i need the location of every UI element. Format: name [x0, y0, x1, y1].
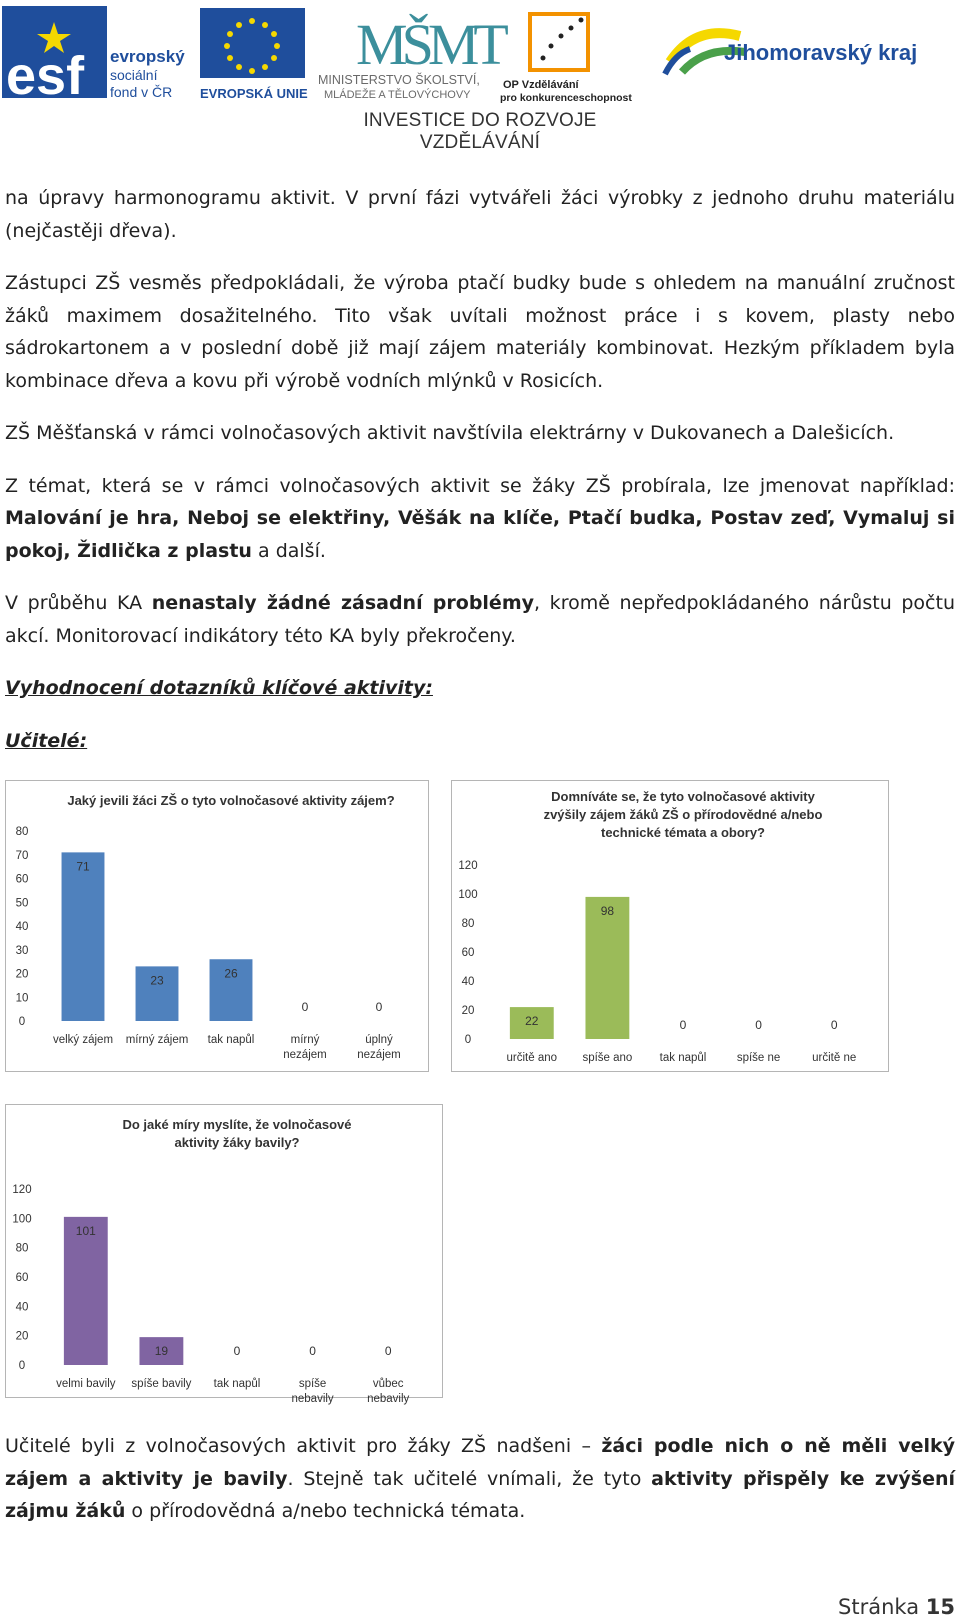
y-tick-label: 0	[464, 1034, 472, 1046]
svg-text:OP Vzdělávání: OP Vzdělávání	[503, 79, 579, 91]
category-label: mírný zájem	[125, 1034, 189, 1046]
header-logos	[0, 0, 960, 153]
chart-title: Domníváte se, že tyto volnočasové aktivity	[551, 789, 815, 804]
svg-text:pro konkurenceschopnost: pro konkurenceschopnost	[500, 92, 632, 104]
category-label: spíše	[298, 1378, 327, 1390]
y-tick-label: 60	[15, 1272, 29, 1284]
chart-increased-interest	[451, 780, 889, 1072]
data-label: 0	[830, 1018, 838, 1032]
y-tick-label: 80	[15, 1242, 29, 1255]
data-label: 101	[75, 1223, 96, 1238]
category-label: určitě ano	[506, 1052, 558, 1064]
chart-title: Do jaké míry myslíte, že volnočasové	[122, 1117, 352, 1132]
svg-text:MINISTERSTVO ŠKOLSTVÍ,: MINISTERSTVO ŠKOLSTVÍ,	[318, 73, 480, 87]
jmk-logo	[660, 14, 960, 84]
paragraph-3: ZŠ Měšťanská v rámci volnočasových aktivit navštívila elektrárny v Dukovanech a Dalešicích.	[5, 422, 895, 444]
data-label: 19	[154, 1344, 169, 1359]
y-tick-label: 100	[12, 1213, 32, 1226]
svg-text:MLÁDEŽE A TĚLOVÝCHOVY: MLÁDEŽE A TĚLOVÝCHOVY	[324, 89, 471, 101]
bar	[62, 852, 105, 1021]
y-tick-label: 80	[461, 918, 475, 930]
chart-title: Jaký jevili žáci ZŠ o tyto volnočasové aktivity zájem?	[67, 793, 395, 808]
page-number: Stránka 15	[838, 1595, 955, 1619]
category-label: velký zájem	[52, 1034, 114, 1046]
data-label: 0	[384, 1344, 392, 1358]
category-label: úplný	[365, 1034, 393, 1046]
svg-text:EVROPSKÁ UNIE: EVROPSKÁ UNIE	[200, 86, 308, 101]
svg-text:MŠMT: MŠMT	[356, 12, 503, 77]
category-label: nebavily	[367, 1393, 410, 1405]
category-label: tak napůl	[207, 1034, 255, 1046]
msmt-logo	[318, 6, 508, 106]
y-tick-label: 20	[15, 1330, 29, 1343]
y-tick-label: 0	[18, 1016, 26, 1028]
data-label: 71	[76, 859, 90, 874]
op-vk-logo	[500, 6, 645, 106]
svg-text:esf: esf	[6, 46, 85, 106]
data-label: 23	[150, 973, 164, 988]
chart-title: aktivity žáky bavily?	[174, 1135, 300, 1150]
category-label: tak napůl	[659, 1052, 707, 1064]
category-label: mírný	[290, 1034, 320, 1046]
y-tick-label: 80	[15, 826, 29, 838]
data-label: 0	[679, 1018, 687, 1032]
chart-title: zvýšily zájem žáků ZŠ o přírodovědné a/nebo	[543, 807, 823, 822]
y-tick-label: 30	[15, 944, 29, 957]
bar	[64, 1217, 108, 1365]
category-label: spíše bavily	[131, 1378, 192, 1390]
svg-text:fond v ČR: fond v ČR	[110, 84, 173, 100]
chart-title: technické témata a obory?	[601, 825, 765, 840]
y-tick-label: 60	[15, 873, 29, 886]
data-label: 0	[755, 1018, 762, 1032]
paragraph-2: Zástupci ZŠ vesměs předpokládali, že výroba ptačí budky bude s ohledem na manuální zručnost žáků maximem dosažitelného. Tito však uvítali možnost práce i s kovem, plasty nebo sádrokartonem a v poslední době již mají zájem materiály kombinovat. Hezkým příkladem byla kombinace dřeva a kovu při výrobě vodních mlýnků v Rosicích.	[5, 272, 955, 392]
category-label: nezájem	[283, 1049, 327, 1061]
y-tick-label: 120	[458, 860, 478, 872]
svg-text:sociální: sociální	[110, 67, 158, 83]
data-label: 0	[233, 1344, 241, 1358]
document-body	[5, 182, 955, 777]
y-tick-label: 120	[12, 1184, 32, 1196]
data-label: 0	[309, 1344, 316, 1358]
category-label: nezájem	[357, 1049, 401, 1061]
y-tick-label: 100	[458, 889, 478, 901]
subsection-heading: Učitelé:	[5, 729, 88, 752]
category-label: vůbec	[372, 1378, 404, 1390]
conclusion-block	[5, 1430, 955, 1548]
category-label: velmi bavily	[56, 1378, 116, 1390]
chart-interest	[5, 780, 429, 1072]
y-tick-label: 60	[461, 947, 475, 959]
esf-logo	[2, 6, 192, 106]
eu-logo	[200, 8, 310, 103]
y-tick-label: 40	[461, 976, 475, 988]
y-tick-label: 0	[18, 1360, 26, 1372]
category-label: určitě ne	[812, 1052, 857, 1064]
chart-enjoyment	[5, 1104, 443, 1405]
data-label: 98	[600, 903, 615, 918]
data-label: 22	[525, 1014, 539, 1029]
y-tick-label: 40	[15, 921, 29, 933]
y-tick-label: 10	[15, 992, 29, 1005]
y-tick-label: 20	[15, 968, 29, 981]
section-heading: Vyhodnocení dotazníků klíčové aktivity:	[5, 677, 433, 699]
investice-tagline: INVESTICE DO ROZVOJE VZDĚLÁVÁNÍ	[363, 110, 597, 153]
category-label: tak napůl	[213, 1378, 261, 1390]
category-label: spíše ne	[736, 1052, 781, 1064]
data-label: 0	[301, 1000, 309, 1014]
paragraph-5: V průběhu KA nenastaly žádné zásadní problémy, kromě nepředpokládaného nárůstu počtu akcí. Monitorovací indikátory této KA byly překročeny.	[5, 592, 955, 647]
category-label: nebavily	[291, 1393, 334, 1405]
paragraph-4: Z témat, která se v rámci volnočasových aktivit se žáky ZŠ probírala, lze jmenovat například: Malování je hra, Neboj se elektřiny, Věšák na klíče, Ptačí budka, Postav zeď, Vymaluj si pokoj, Židlička z plastu a další.	[5, 474, 955, 562]
data-label: 0	[375, 1000, 383, 1014]
data-label: 26	[224, 966, 238, 981]
y-tick-label: 40	[15, 1301, 29, 1314]
svg-text:evropský: evropský	[110, 47, 185, 66]
svg-text:Jihomoravský kraj: Jihomoravský kraj	[724, 40, 918, 65]
bar	[585, 897, 629, 1039]
y-tick-label: 20	[461, 1005, 475, 1017]
y-tick-label: 50	[15, 897, 29, 910]
paragraph-1: na úpravy harmonogramu aktivit. V první fázi vytvářeli žáci výrobky z jednoho druhu materiálu (nejčastěji dřeva).	[5, 187, 955, 242]
paragraph-6: Učitelé byli z volnočasových aktivit pro žáky ZŠ nadšeni – žáci podle nich o ně měli velký zájem a aktivity je bavily. Stejně tak učitelé vnímali, že tyto aktivity přispěly ke zvýšení zájmu žáků o přírodovědná a/nebo technická témata.	[5, 1435, 955, 1522]
y-tick-label: 70	[15, 849, 29, 862]
category-label: spíše ano	[582, 1052, 633, 1064]
